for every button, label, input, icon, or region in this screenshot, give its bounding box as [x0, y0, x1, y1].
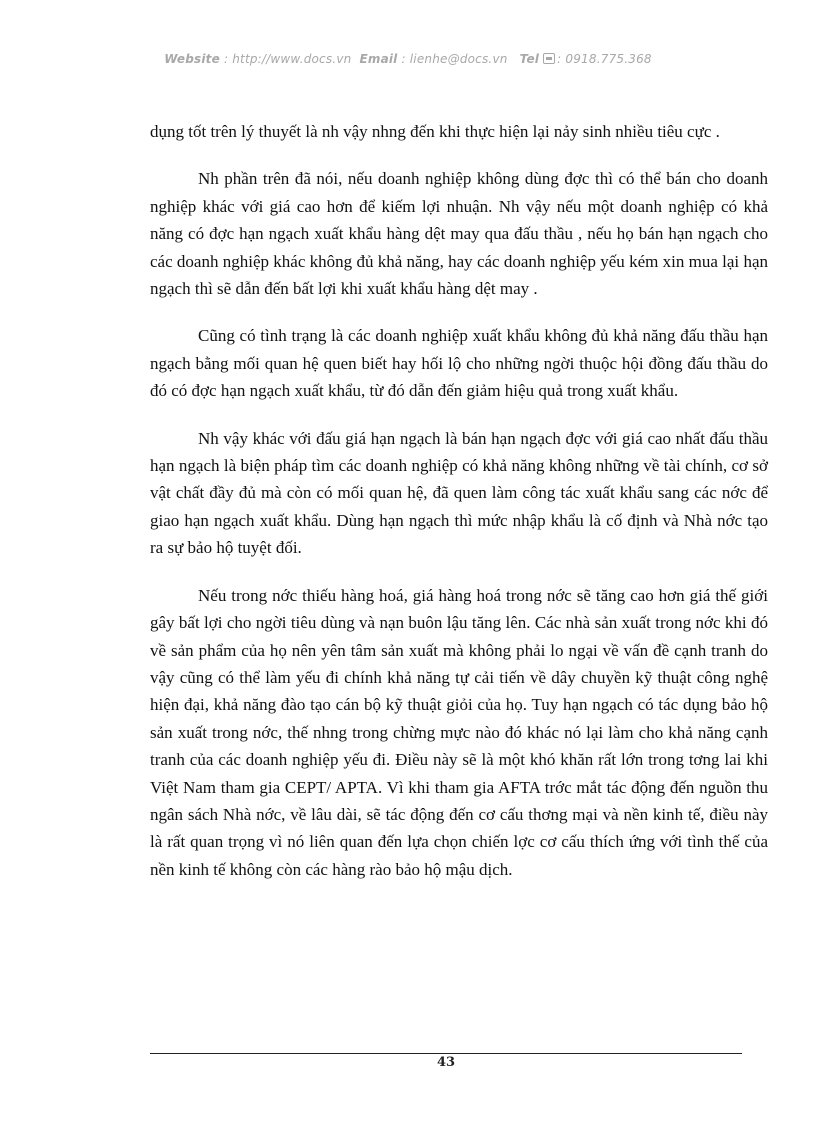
paragraph: Nh vậy khác với đấu giá hạn ngạch là bán hạn ngạch đợc với giá cao nhất đấu thầu hạn ngạch là biện pháp tìm các doanh nghiệp có khả năng không những về tài chính, cơ sở vật chất đầy đủ mà còn có mối quan hệ, đã quen làm công tác xuất khẩu sang các nớc để giao hạn ngạch xuất khẩu. Dùng hạn ngạch thì mức nhập khẩu là cố định và Nhà nớc tạo ra sự bảo hộ tuyệt đối.: [150, 428, 768, 558]
tel-value: : 0918.775.368: [557, 52, 652, 66]
paragraph: Cũng có tình trạng là các doanh nghiệp xuất khẩu không đủ khả năng đấu thầu hạn ngạch bằng mối quan hệ quen biết hay hối lộ cho những ngời thuộc hội đồng đấu thầu do đó có đợc hạn ngạch xuất khẩu, từ đó dẫn đến giảm hiệu quả trong xuất khẩu.: [150, 326, 768, 401]
paragraph: Nếu trong nớc thiếu hàng hoá, giá hàng hoá trong nớc sẽ tăng cao hơn giá thế giới gây bất lợi cho ngời tiêu dùng và nạn buôn lậu tăng lên. Các nhà sản xuất trong nớc khi đó về sản phẩm của họ nên yên tâm sản xuất mà không phải lo ngại về vấn đề cạnh tranh do vậy cũng có thể làm yếu đi chính khả năng tự cải tiến về dây chuyền kỹ thuật công nghệ hiện đại, khả năng đào tạo cán bộ kỹ thuật giỏi của họ. Tuy hạn ngạch có tác dụng bảo hộ sản xuất trong nớc, thế nhng trong chừng mực nào đó khác nó lại làm cho khả năng cạnh tranh của các doanh nghiệp yếu đi. Điều này sẽ là một khó khăn rất lớn trong tơng lai khi Việt Nam tham gia CEPT/ APTA. Vì khi tham gia AFTA trớc mắt tác động đến nguồn thu ngân sách Nhà nớc, về lâu dài, sẽ tác động đến cơ cấu thơng mại và nền kinh tế, điều này là rất quan trọng vì nó liên quan đến lựa chọn chiến lợc cơ cấu thích ứng với tình thế của nền kinh tế không còn các hàng rào bảo hộ mậu dịch.: [150, 585, 768, 879]
page-number: 43: [436, 1055, 456, 1070]
website-label: Website: [164, 52, 220, 66]
phone-icon: [543, 53, 555, 64]
email-label: Email: [359, 52, 398, 66]
website-value: : http://www.docs.vn: [223, 52, 352, 66]
footer-divider: [150, 1053, 742, 1054]
document-body: [150, 118, 768, 903]
page-header: [0, 52, 816, 66]
email-value: : lienhe@docs.vn: [401, 52, 508, 66]
paragraph-continuation: dụng tốt trên lý thuyết là nh vậy nhng đến khi thực hiện lại nảy sinh nhiều tiêu cực .: [150, 122, 720, 141]
tel-label: Tel: [519, 52, 540, 66]
paragraph: Nh phần trên đã nói, nếu doanh nghiệp không dùng đợc thì có thể bán cho doanh nghiệp khác với giá cao hơn để kiếm lợi nhuận. Nh vậy nếu một doanh nghiệp có khả năng có đợc hạn ngạch xuất khẩu hàng dệt may qua đấu thầu , nếu họ bán hạn ngạch cho các doanh nghiệp khác không đủ khả năng, hay các doanh nghiệp yếu kém xin mua lại hạn ngạch thì sẽ dẫn đến bất lợi khi xuất khẩu hàng dệt may .: [150, 169, 768, 299]
